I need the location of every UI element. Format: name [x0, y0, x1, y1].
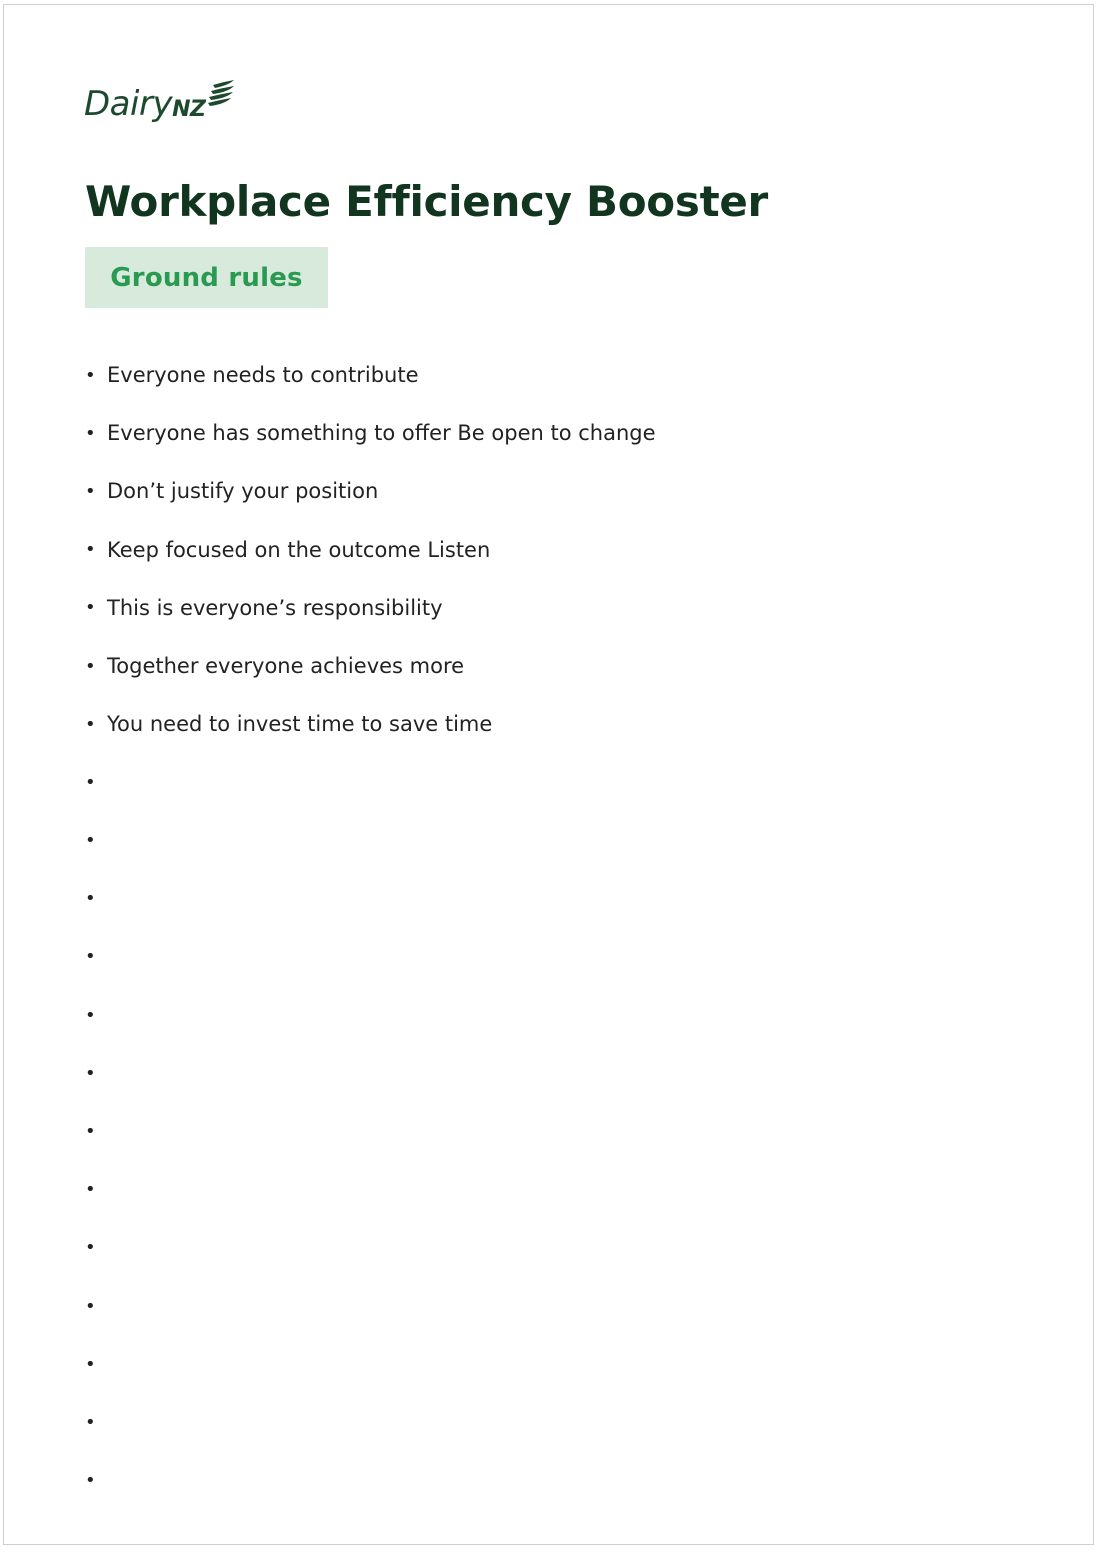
list-item: [82, 1102, 656, 1160]
list-item: [82, 579, 656, 637]
list-item: [82, 753, 656, 811]
bullet-icon: •: [85, 1179, 96, 1201]
list-item: [82, 1277, 656, 1335]
bullet-icon: •: [85, 888, 96, 910]
list-item: [82, 1044, 656, 1102]
page-title: Workplace Efficiency Booster: [85, 177, 768, 226]
dairynz-leaf-icon: [207, 79, 237, 109]
list-item: [82, 1393, 656, 1451]
bullet-icon: •: [85, 1062, 96, 1084]
bullet-icon: •: [85, 946, 96, 968]
list-item: [82, 870, 656, 928]
list-item: [82, 986, 656, 1044]
list-item: [82, 1219, 656, 1277]
bullet-icon: •: [85, 1237, 96, 1259]
ground-rules-list: [82, 346, 656, 1510]
list-item-text: Don’t justify your position: [107, 479, 379, 504]
list-item-text: This is everyone’s responsibility: [107, 595, 443, 620]
list-item: [82, 637, 656, 695]
list-item: [82, 1452, 656, 1510]
list-item: [82, 1335, 656, 1393]
list-item: [82, 812, 656, 870]
bullet-icon: •: [85, 364, 96, 386]
bullet-icon: •: [85, 539, 96, 561]
logo-text-main: Dairy: [84, 84, 173, 124]
section-badge-label: Ground rules: [110, 262, 303, 293]
bullet-icon: •: [85, 1121, 96, 1143]
document-page: [3, 4, 1094, 1545]
bullet-icon: •: [85, 1411, 96, 1433]
bullet-icon: •: [85, 422, 96, 444]
list-item-text: You need to invest time to save time: [107, 712, 493, 737]
bullet-icon: •: [85, 1295, 96, 1317]
bullet-icon: •: [85, 1470, 96, 1492]
bullet-icon: •: [85, 713, 96, 735]
list-item: [82, 521, 656, 579]
list-item-text: Everyone needs to contribute: [107, 363, 419, 388]
bullet-icon: •: [85, 597, 96, 619]
list-item: [82, 346, 656, 404]
list-item: [82, 462, 656, 520]
bullet-icon: •: [85, 480, 96, 502]
list-item-text: Everyone has something to offer Be open to change: [107, 421, 656, 446]
list-item: [82, 928, 656, 986]
list-item-text: Together everyone achieves more: [107, 654, 465, 679]
list-item: [82, 1161, 656, 1219]
list-item: [82, 695, 656, 753]
logo-text-suffix: NZ: [172, 97, 206, 122]
list-item: [82, 404, 656, 462]
list-item-text: Keep focused on the outcome Listen: [107, 537, 491, 562]
bullet-icon: •: [85, 771, 96, 793]
dairynz-logo: [84, 79, 237, 131]
bullet-icon: •: [85, 1353, 96, 1375]
bullet-icon: •: [85, 655, 96, 677]
section-badge: [85, 247, 328, 308]
bullet-icon: •: [85, 830, 96, 852]
bullet-icon: •: [85, 1004, 96, 1026]
